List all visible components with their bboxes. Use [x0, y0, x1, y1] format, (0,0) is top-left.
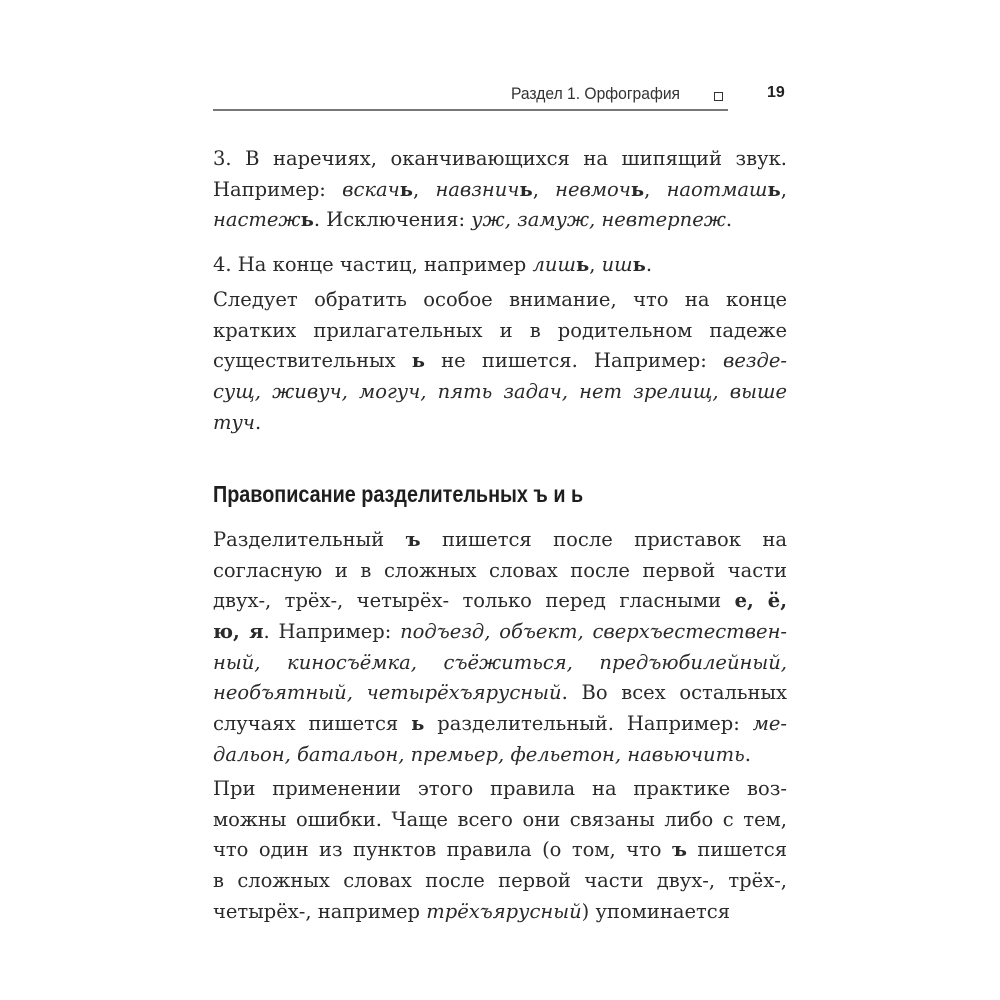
- text-run: .: [725, 208, 733, 232]
- text-run: существительных: [213, 349, 412, 373]
- text-run: ,: [589, 253, 602, 276]
- text-run: 4. На конце частиц, например: [213, 253, 533, 276]
- emphasized-letter: е, ё,: [734, 589, 787, 613]
- text-line: [213, 866, 787, 897]
- text-line: [213, 774, 787, 805]
- text-line: [213, 740, 787, 771]
- text-line: [213, 525, 787, 556]
- text-line: [213, 617, 787, 648]
- text-run: согласную и в сложных словах после первой части: [213, 558, 787, 582]
- text-run: ,: [413, 177, 436, 201]
- example-word: ный, киносъёмка, съёжиться, предъюбилейный,: [213, 650, 787, 674]
- text-run: ,: [644, 177, 667, 201]
- text-run: .: [744, 742, 751, 766]
- page-number: 19: [767, 84, 785, 101]
- text-run: в сложных словах после первой части двух-, трёх-,: [213, 869, 787, 893]
- example-word: ме-: [752, 712, 787, 736]
- emphasized-letter: ь: [630, 177, 645, 201]
- example-word: иш: [601, 253, 633, 276]
- example-word: наотмаш: [666, 177, 768, 201]
- text-run: четырёх-, например: [213, 899, 427, 923]
- example-word: уж, замуж, невтерпеж: [471, 208, 726, 232]
- text-line: [213, 408, 787, 439]
- example-word: невмоч: [555, 177, 631, 201]
- example-word: дальон, батальон, премьер, фельетон, навьючить: [213, 742, 745, 766]
- text-run: . Во всех остальных: [561, 681, 787, 705]
- text-line: [213, 316, 787, 347]
- example-word: сущ, живуч, могуч, пять задач, нет зрелищ, выше: [213, 380, 787, 404]
- text-line: [213, 648, 787, 679]
- section-title: Раздел 1. Орфография: [511, 84, 681, 103]
- example-word: подъезд, объект, сверхъестествен-: [400, 620, 787, 644]
- example-word: необъятный, четырёхъярусный: [213, 681, 562, 705]
- emphasized-letter: ъ: [671, 838, 687, 862]
- text-run: ,: [532, 177, 556, 201]
- text-run: что один из пунктов правила (о том, что: [213, 838, 672, 862]
- example-word: навзнич: [435, 177, 520, 201]
- text-line: [213, 556, 787, 587]
- square-bullet-icon: [714, 92, 723, 101]
- emphasized-letter: ю, я: [213, 620, 264, 644]
- emphasized-letter: ь: [300, 208, 314, 232]
- example-word: вскач: [342, 177, 400, 201]
- text-run: Следует обратить особое внимание, что на конце: [213, 288, 787, 311]
- example-word: везде-: [722, 349, 787, 373]
- text-run: 3. В наречиях, оканчивающихся на шипящий звук.: [213, 147, 787, 170]
- emphasized-letter: ъ: [405, 528, 421, 551]
- text-line: [213, 377, 787, 408]
- emphasized-letter: ь: [399, 177, 414, 201]
- text-line: [213, 346, 787, 377]
- text-run: . Исключения:: [313, 208, 472, 232]
- text-line: [213, 805, 787, 836]
- emphasized-letter: ь: [411, 712, 425, 736]
- example-word: трёхъярусный: [426, 899, 582, 923]
- paragraph-rule: [213, 525, 787, 771]
- text-line: [213, 285, 787, 316]
- text-run: пишется: [686, 838, 788, 862]
- text-run: ,: [780, 177, 787, 201]
- paragraph-item-4: [213, 250, 787, 281]
- text-line: [213, 678, 787, 709]
- emphasized-letter: ь: [632, 253, 646, 276]
- text-run: двух-, трёх-, четырёх- только перед гласными: [213, 589, 735, 613]
- text-run: Разделительный: [213, 528, 406, 551]
- text-run: .: [254, 410, 262, 434]
- text-line: [213, 709, 787, 740]
- example-word: лиш: [532, 253, 576, 276]
- text-line: [213, 250, 787, 281]
- text-line: [213, 835, 787, 866]
- example-word: настеж: [213, 208, 301, 232]
- paragraph-item-3: [213, 144, 787, 236]
- text-run: случаях пишется: [213, 712, 412, 736]
- emphasized-letter: ь: [411, 349, 426, 373]
- text-line: [213, 205, 787, 236]
- text-line: [213, 175, 787, 206]
- text-run: пишется после приставок на: [420, 528, 787, 551]
- emphasized-letter: ь: [767, 177, 781, 201]
- section-heading: Правописание разделительных ъ и ь: [213, 481, 584, 507]
- emphasized-letter: ь: [519, 177, 533, 201]
- example-word: туч: [213, 410, 255, 434]
- emphasized-letter: ь: [575, 253, 590, 276]
- text-run: При применении этого правила на практике воз-: [213, 777, 787, 800]
- text-run: разделительный. Например:: [424, 712, 753, 736]
- text-run: .: [645, 253, 653, 276]
- text-run: Например:: [213, 177, 343, 201]
- text-run: . Например:: [263, 620, 401, 644]
- text-run: не пишется. Например:: [425, 349, 723, 373]
- text-line: [213, 586, 787, 617]
- paragraph-errors: [213, 774, 787, 927]
- paragraph-note: [213, 285, 787, 438]
- text-run: ) упоминается: [581, 899, 731, 923]
- text-line: [213, 144, 787, 175]
- text-run: кратких прилагательных и в родительном падеже: [213, 318, 787, 342]
- header-rule: [213, 109, 728, 111]
- text-line: [213, 897, 787, 928]
- text-run: можны ошибки. Чаще всего они связаны либо с тем,: [213, 807, 787, 831]
